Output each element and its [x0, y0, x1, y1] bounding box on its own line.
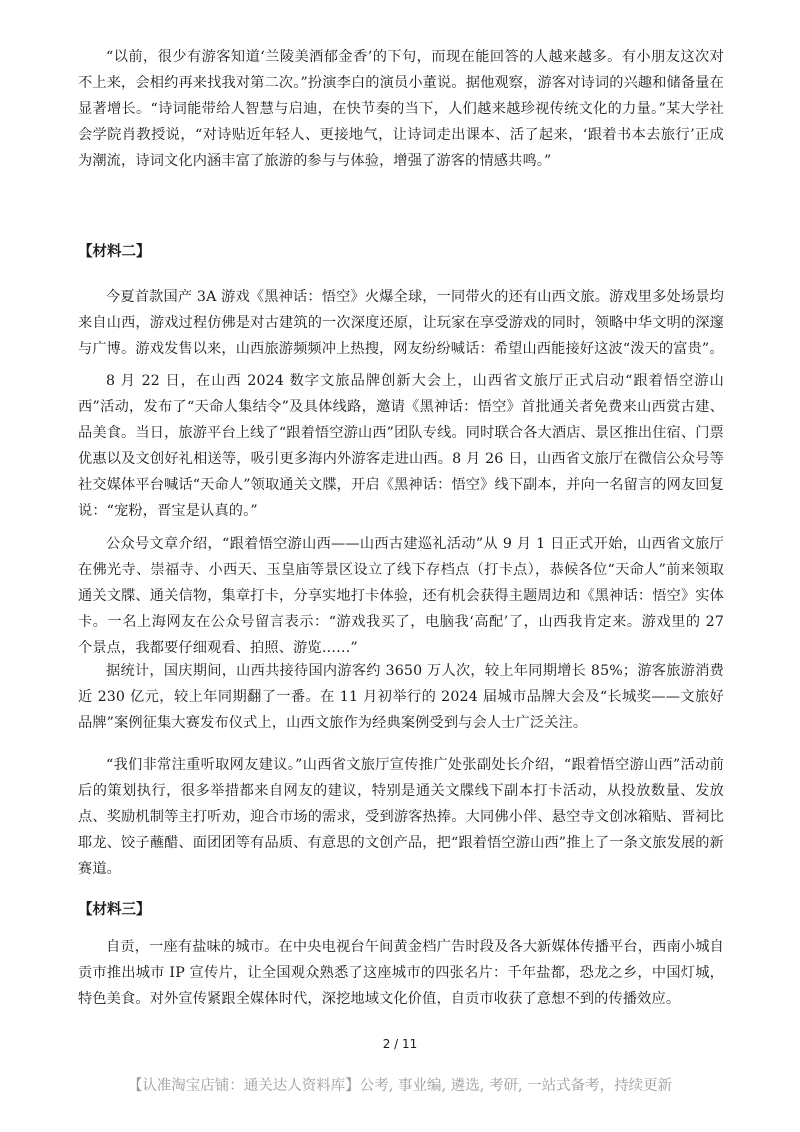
paragraph-material-3-1: 自贡，一座有盐味的城市。在中央电视台午间黄金档广告时段及各大新媒体传播平台，西南小城自贡市推出城市 IP 宣传片，让全国观众熟悉了这座城市的四张名片：千年盐都，恐龙之乡，中国灯城，特色美食。对外宣传紧跟全媒体时代，深挖地域文化价值，自贡市收获了意想不到的传播效应。 — [78, 939, 724, 1007]
paragraph-material-2-2: 8 月 22 日，在山西 2024 数字文旅品牌创新大会上，山西省文旅厅正式启动“跟着悟空游山西”活动，发布了“天命人集结令”及具体线路，邀请《黑神话：悟空》首批通关者免费来山西赏古建、品美食。当日，旅游平台上线了“跟着悟空游山西”团队专线。同时联合各大酒店、景区推出住宿、门票优惠以及文创好礼相送等，吸引更多海内外游客走进山西。8 月 26 日，山西省文旅厅在微信公众号等社交媒体平台喊话“天命人”领取通关文牒，开启《黑神话：悟空》线下副本，并向一名留言的网友回复说：“宠粉，晋宝是认真的。” — [78, 373, 724, 519]
footer-watermark-text: 【认准淘宝店铺：通关达人资料库】公考, 事业编, 遴选, 考研, 一站式备考，持续更新 — [127, 1078, 673, 1094]
paragraph-material-2-4: 据统计，国庆期间，山西共接待国内游客约 3650 万人次，较上年同期增长 85%；游客旅游消费近 230 亿元，较上年同期翻了一番。在 11 月初举行的 2024 届城市品牌大会及“长城奖——文旅好品牌”案例征集大赛发布仪式上，山西文旅作为经典案例受到与会人士广泛关注。 — [78, 663, 724, 731]
section-heading-material-2: 【材料二】 — [78, 244, 151, 260]
paragraph-material-2-1: 今夏首款国产 3A 游戏《黑神话：悟空》火爆全球，一同带火的还有山西文旅。游戏里多处场景均来自山西，游戏过程仿佛是对古建筑的一次深度还原，让玩家在享受游戏的同时，领略中华文明的深邃与广博。游戏发售以来，山西旅游频频冲上热搜，网友纷纷喊话：希望山西能接好这波“泼天的富贵”。 — [78, 289, 724, 357]
paragraph-intro: “以前，很少有游客知道‘兰陵美酒郁金香’的下句，而现在能回答的人越来越多。有小朋友这次对不上来，会相约再来找我对第二次。”扮演李白的演员小董说。据他观察，游客对诗词的兴趣和储备量在显著增长。“诗词能带给人智慧与启迪，在快节奏的当下，人们越来越珍视传统文化的力量。”某大学社会学院肖教授说，“对诗贴近年轻人、更接地气，让诗词走出课本、活了起来，‘跟着书本去旅行’正成为潮流，诗词文化内涵丰富了旅游的参与与体验，增强了游客的情感共鸣。” — [78, 49, 724, 169]
paragraph-material-2-3: 公众号文章介绍，“跟着悟空游山西——山西古建巡礼活动”从 9 月 1 日正式开始，山西省文旅厅在佛光寺、崇福寺、小西天、玉皇庙等景区设立了线下存档点（打卡点），恭候各位“天命人”前来领取通关文牒、通关信物，集章打卡，分享实地打卡体验，还有机会获得主题周边和《黑神话：悟空》实体卡。一名上海网友在公众号留言表示：“游戏我买了，电脑我‘高配’了，山西我肯定来。游戏里的 27 个景点，我都要仔细观看、拍照、游览……” — [78, 536, 724, 656]
section-heading-material-3: 【材料三】 — [78, 902, 151, 918]
paragraph-material-2-5: “我们非常注重听取网友建议。”山西省文旅厅宣传推广处张副处长介绍，“跟着悟空游山西”活动前后的策划执行，很多举措都来自网友的建议，特别是通关文牒线下副本打卡活动，从投放数量、发放点、奖励机制等主打听劝，迎合市场的需求，受到游客热捧。大同佛小伴、悬空寺文创冰箱贴、晋祠比耶龙、饺子蘸醋、面团团等有品质、有意思的文创产品，把“跟着悟空游山西”推上了一条文旅发展的新赛道。 — [78, 757, 724, 877]
page-number: 2 / 11 — [382, 1037, 418, 1051]
